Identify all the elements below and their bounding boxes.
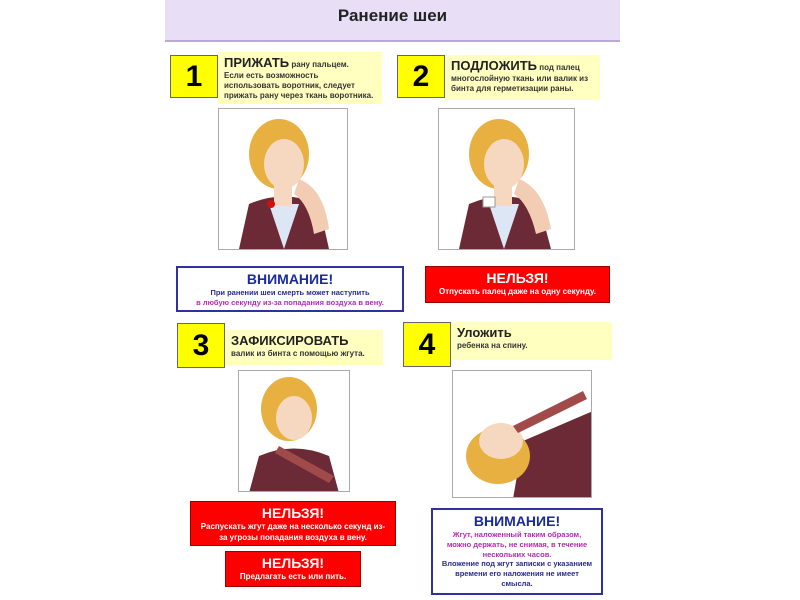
step-2-text (445, 55, 600, 100)
step-text: рану пальцем. (291, 60, 349, 69)
prohibition-heading: НЕЛЬЗЯ! (261, 505, 325, 521)
prohibition-text: Распускать жгут даже на несколько секунд из-за угрозы попадания воздуха в вену. (200, 522, 386, 542)
step-3-text (225, 330, 383, 365)
step-text: валик из бинта с помощью жгута. (231, 349, 365, 359)
warning-text: Вложение под жгут записки с указанием времени его наложения не имеет смысла. (441, 559, 593, 588)
step-text: под палец (539, 63, 580, 72)
prohibition-box-2 (190, 501, 396, 546)
illustration-pad-under-finger (438, 108, 575, 250)
step-text: Если есть возможность использовать воротник, следует прижать рану через ткань воротника. (224, 71, 374, 101)
warning-text: Жгут, наложенный таким образом, можно держать, не снимая, в течение нескольких часов. (446, 530, 588, 559)
step-title: ПРИЖАТЬ (224, 55, 290, 70)
step-text: ребенка на спину. (457, 341, 528, 351)
step-title: ЗАФИКСИРОВАТЬ (231, 333, 349, 348)
illustration-lying-on-back (452, 370, 592, 498)
step-title: ПОДЛОЖИТЬ (451, 58, 537, 73)
prohibition-text: Предлагать есть или пить. (239, 572, 347, 582)
prohibition-text: Отпускать палец даже на одну секунду. (439, 287, 596, 297)
step-number-3: 3 (177, 323, 225, 368)
prohibition-heading: НЕЛЬЗЯ! (261, 555, 325, 571)
step-text: многослойную ткань или валик из бинта для герметизации раны. (451, 74, 589, 94)
step-title: Уложить (457, 325, 512, 340)
step-1-text (218, 52, 382, 104)
warning-box-1 (176, 266, 404, 312)
illustration-press-wound (218, 108, 348, 250)
step-number-1: 1 (170, 55, 218, 98)
warning-box-2 (431, 508, 603, 595)
warning-text: в любую секунду из-за попадания воздуха в вену. (196, 297, 384, 307)
illustration-tourniquet (238, 370, 350, 492)
warning-text: При ранении шеи смерть может наступить (210, 288, 370, 298)
warning-heading: ВНИМАНИЕ! (473, 513, 561, 529)
step-number-2: 2 (397, 55, 445, 98)
page-title: Ранение шеи (165, 0, 620, 42)
prohibition-heading: НЕЛЬЗЯ! (486, 270, 549, 286)
prohibition-box-3 (225, 551, 361, 587)
step-4-text (451, 322, 612, 360)
prohibition-box-1 (425, 266, 610, 303)
step-number-4: 4 (403, 322, 451, 367)
warning-heading: ВНИМАНИЕ! (246, 271, 334, 287)
